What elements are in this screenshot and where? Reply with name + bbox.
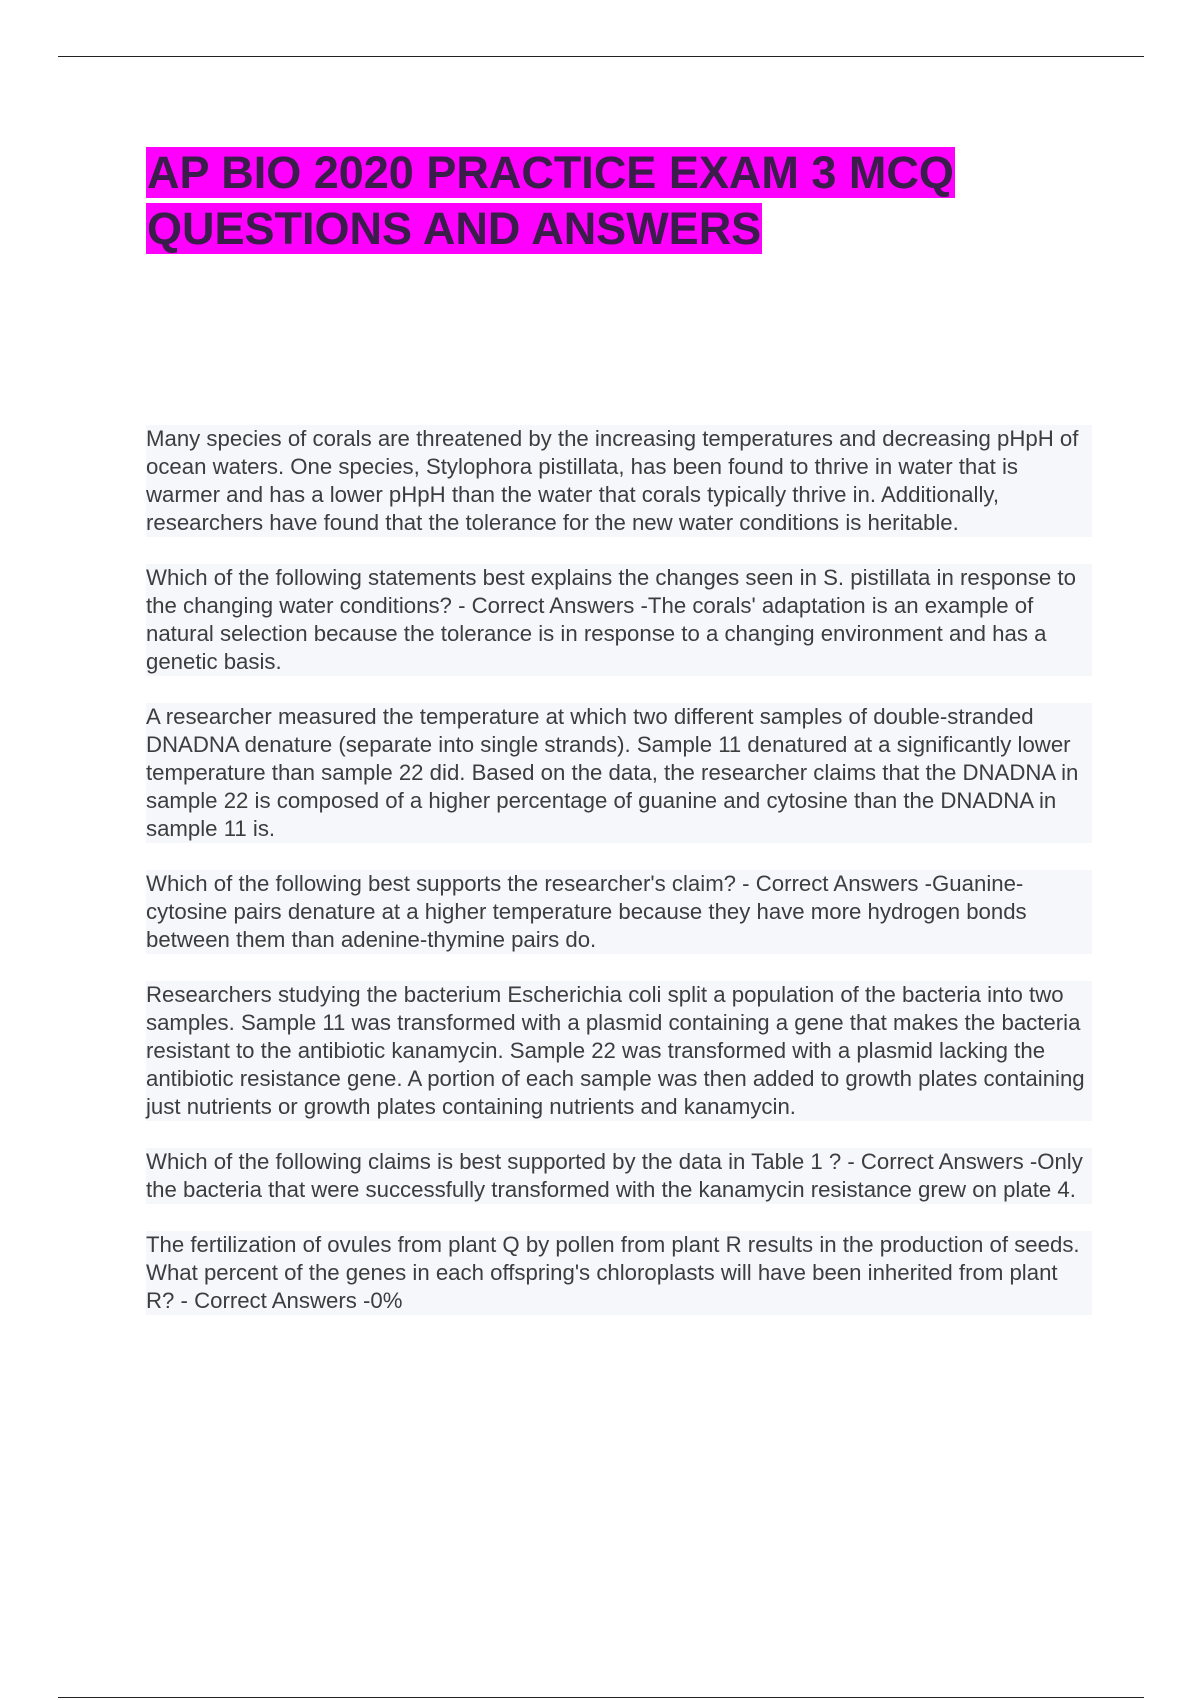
question-answer-paragraph: The fertilization of ovules from plant Q by pollen from plant R results in the production of seeds. What percent of the genes in each offspring's chloroplasts will have been inherited from plant R? - Correct Answers -0% bbox=[146, 1231, 1092, 1315]
document-body bbox=[146, 425, 1092, 1342]
title-line-1: AP BIO 2020 PRACTICE EXAM 3 MCQ bbox=[147, 147, 954, 198]
question-paragraph: A researcher measured the temperature at which two different samples of double-stranded DNADNA denature (separate into single strands). Sample 11 denatured at a significantly lower temperature than sample 22 did. Based on the data, the researcher claims that the DNADNA in sample 22 is composed of a higher percentage of guanine and cytosine than the DNADNA in sample 11 is. bbox=[146, 703, 1092, 843]
answer-paragraph: Which of the following statements best explains the changes seen in S. pistillata in response to the changing water conditions? - Correct Answers -The corals' adaptation is an example of natural selection because the tolerance is in response to a changing environment and has a genetic basis. bbox=[146, 564, 1092, 676]
question-paragraph: Many species of corals are threatened by the increasing temperatures and decreasing pHpH of ocean waters. One species, Stylophora pistillata, has been found to thrive in water that is warmer and has a lower pHpH than the water that corals typically thrive in. Additionally, researchers have found that the tolerance for the new water conditions is heritable. bbox=[146, 425, 1092, 537]
bottom-rule bbox=[58, 1697, 1144, 1698]
title-line-2: QUESTIONS AND ANSWERS bbox=[147, 203, 762, 254]
top-rule bbox=[58, 56, 1144, 57]
document-title bbox=[146, 145, 1046, 257]
answer-paragraph: Which of the following best supports the researcher's claim? - Correct Answers -Guanine-cytosine pairs denature at a higher temperature because they have more hydrogen bonds between them than adenine-thymine pairs do. bbox=[146, 870, 1092, 954]
question-paragraph: Researchers studying the bacterium Escherichia coli split a population of the bacteria into two samples. Sample 11 was transformed with a plasmid containing a gene that makes the bacteria resistant to the antibiotic kanamycin. Sample 22 was transformed with a plasmid lacking the antibiotic resistance gene. A portion of each sample was then added to growth plates containing just nutrients or growth plates containing nutrients and kanamycin. bbox=[146, 981, 1092, 1121]
answer-paragraph: Which of the following claims is best supported by the data in Table 1 ? - Correct Answers -Only the bacteria that were successfully transformed with the kanamycin resistance grew on plate 4. bbox=[146, 1148, 1092, 1204]
